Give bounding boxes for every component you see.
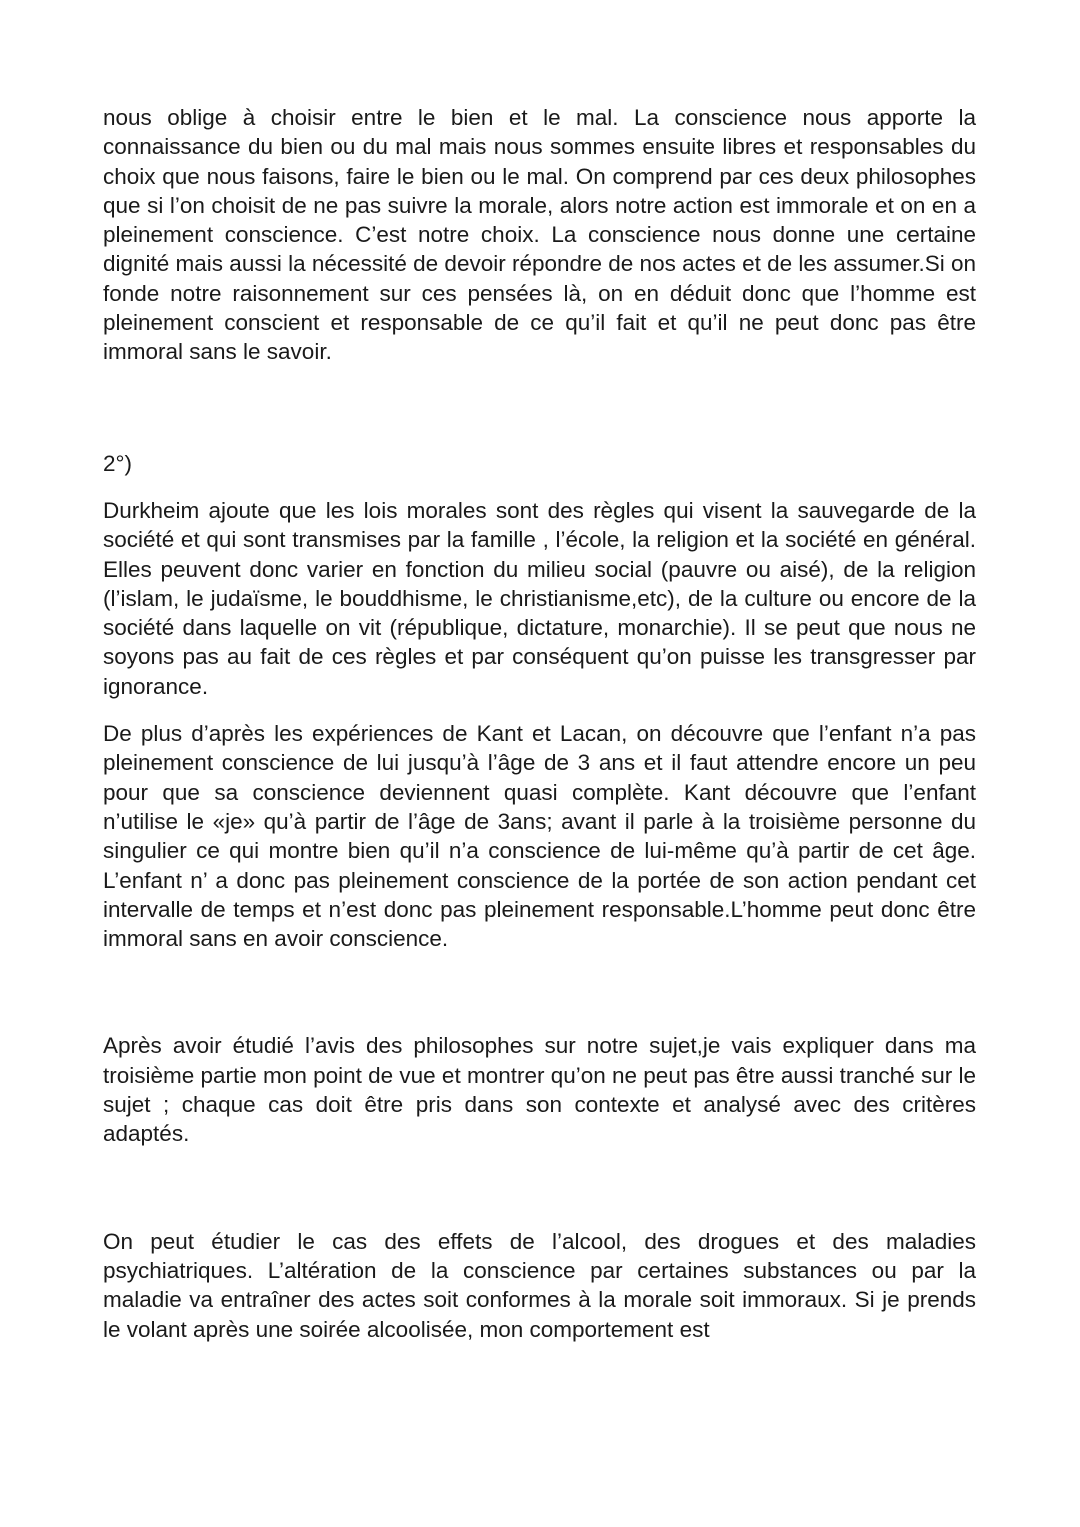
- paragraph-durkheim: Durkheim ajoute que les lois morales sont des règles qui visent la sauvegarde de la société et qui sont transmises par la famille , l’école, la religion et la société en général. Elles peuvent donc varier en fonction du milieu social (pauvre ou aisé), de la religion (l’islam, le judaïsme, le bouddhisme, le christianisme,etc), de la culture ou encore de la société dans laquelle on vit (république, dictature, monarchie). Il se peut que nous ne soyons pas au fait de ces règles et par conséquent qu’on puisse les transgresser par ignorance.: [103, 497, 976, 699]
- paragraph-kant-lacan: De plus d’après les expériences de Kant et Lacan, on découvre que l’enfant n’a pas pleinement conscience de lui jusqu’à l’âge de 3 ans et il faut attendre encore un peu pour que sa conscience deviennent quasi complète. Kant découvre que l’enfant n’utilise le «je» qu’à partir de l’âge de 3ans; avant il parle à la troisième personne du singulier ce qui montre bien qu’il n’a conscience de lui-même qu’à partir de cet âge. L’enfant n’ a donc pas pleinement conscience de la portée de son action pendant cet intervalle de temps et n’est donc pas pleinement responsable.L’homme peut donc être immoral sans en avoir conscience.: [103, 721, 976, 952]
- paragraph-conscience-choice: nous oblige à choisir entre le bien et le mal. La conscience nous apporte la connaissance du bien ou du mal mais nous sommes ensuite libres et responsables du choix que nous faisons, faire le bien ou le mal. On comprend par ces deux philosophes que si l’on choisit de ne pas suivre la morale, alors notre action est immorale et on en a pleinement conscience. C’est notre choix. La conscience nous donne une certaine dignité mais aussi la nécessité de devoir répondre de nos actes et de les assumer.Si on fonde notre raisonnement sur ces pensées là, on en déduit donc que l’homme est pleinement conscient et responsable de ce qu’il fait et qu’il ne peut donc pas être immoral sans le savoir.: [103, 105, 976, 365]
- section-heading-2: 2°): [103, 450, 133, 476]
- paragraph-alcohol-drugs: On peut étudier le cas des effets de l’alcool, des drogues et des maladies psychiatriques. L’altération de la conscience par certaines substances ou par la maladie va entraîner des actes soit conformes à la morale soit immoraux. Si je prends le volant après une soirée alcoolisée, mon comportement est: [103, 1228, 976, 1342]
- paragraph-transition: Après avoir étudié l’avis des philosophes sur notre sujet,je vais expliquer dans ma troisième partie mon point de vue et montrer qu’on ne peut pas être aussi tranché sur le sujet ; chaque cas doit être pris dans son contexte et analysé avec des critères adaptés.: [103, 1033, 976, 1147]
